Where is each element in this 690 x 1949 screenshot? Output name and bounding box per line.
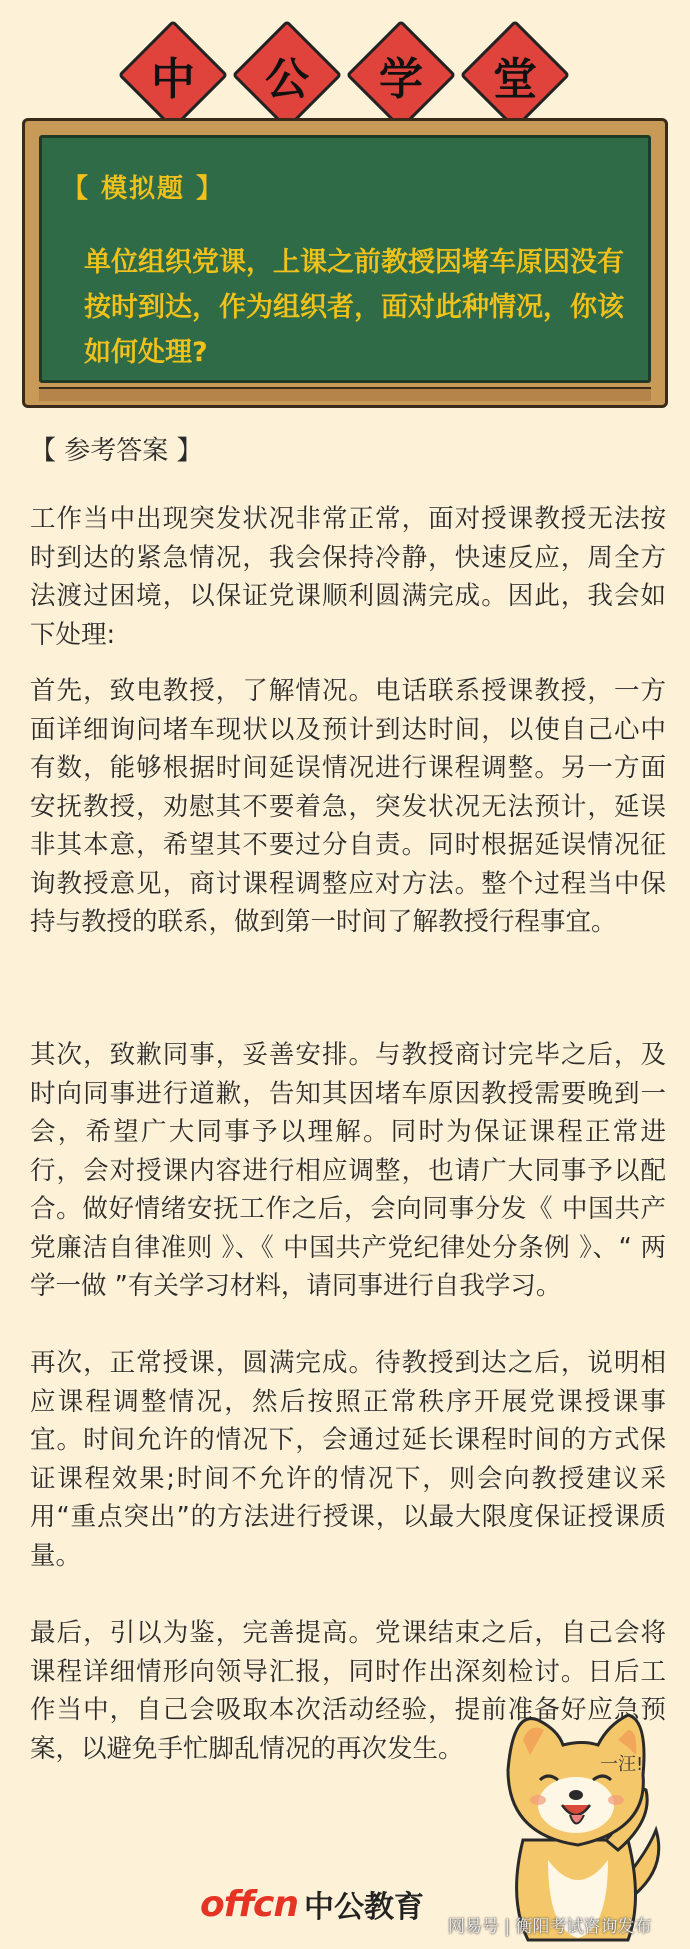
title-char-3: 学	[379, 54, 423, 105]
answer-label: 【 参考答案 】	[30, 436, 203, 466]
watermark: 网易号 | 衡阳考试咨询发布	[448, 1917, 652, 1937]
title-diamond-1	[118, 20, 228, 130]
title-diamond-2	[232, 20, 342, 130]
title-char-2: 公	[265, 54, 309, 105]
logo-brand-en: offcn	[200, 1883, 299, 1925]
answer-paragraph-1: 工作当中出现突发状况非常正常，面对授课教授无法按时到达的紧急情况，我会保持冷静，快速反应，周全方法渡过困境，以保证党课顺利圆满完成。因此，我会如下处理:	[30, 504, 666, 650]
title-diamond-4	[460, 20, 570, 130]
answer-paragraph-3: 其次，致歉同事，妥善安排。与教授商讨完毕之后，及时向同事进行道歉，告知其因堵车原因教授需要晚到一会，希望广大同事予以理解。同时为保证课程正常进行，会对授课内容进行相应调整，也请广大同事予以配合。做好情绪安抚工作之后，会向同事分发《 中国共产党廉洁自律准则 》、《 中国共产党纪律处分条例 》、“ 两学一做 ”有关学习材料，请同事进行自我学习。	[30, 1040, 666, 1301]
logo-brand-cn: 中公教育	[304, 1890, 425, 1925]
title-char-4: 堂	[493, 54, 537, 105]
answer-paragraph-4: 再次，正常授课，圆满完成。待教授到达之后，说明相应课程调整情况，然后按照正常秩序开展党课授课事宜。时间允许的情况下，会通过延长课程时间的方式保证课程效果;时间不允许的情况下，则会向教授建议采用“重点突出”的方法进行授课，以最大限度保证授课质量。	[30, 1348, 666, 1571]
mock-question-label: 【 模拟题 】	[62, 174, 225, 204]
answer-paragraph-2: 首先，致电教授，了解情况。电话联系授课教授，一方面详细询问堵车现状以及预计到达时间，以使自己心中有数，能够根据时间延误情况进行课程调整。另一方面安抚教授，劝慰其不要着急，突发状况无法预计，延误非其本意，希望其不要过分自责。同时根据延误情况征询教授意见，商讨课程调整应对方法。整个过程当中保持与教授的联系，做到第一时间了解教授行程事宜。	[30, 676, 666, 937]
title-diamond-3	[346, 20, 456, 130]
question-text: 单位组织党课，上课之前教授因堵车原因没有按时到达，作为组织者，面对此种情况，你该如何处理?	[84, 247, 624, 368]
mascot-speech: 一汪!	[600, 1754, 644, 1775]
answer-paragraph-5: 最后，引以为鉴，完善提高。党课结束之后，自己会将课程详细情形向领导汇报，同时作出深刻检讨。日后工作当中，自己会吸取本次活动经验，提前准备好应急预案，以避免手忙脚乱情况的再次发生。	[30, 1618, 666, 1764]
chalkboard-ledge	[39, 387, 651, 401]
title-char-1: 中	[151, 54, 195, 105]
dog-mascot-icon	[478, 1700, 678, 1945]
offcn-logo	[200, 1880, 424, 1928]
